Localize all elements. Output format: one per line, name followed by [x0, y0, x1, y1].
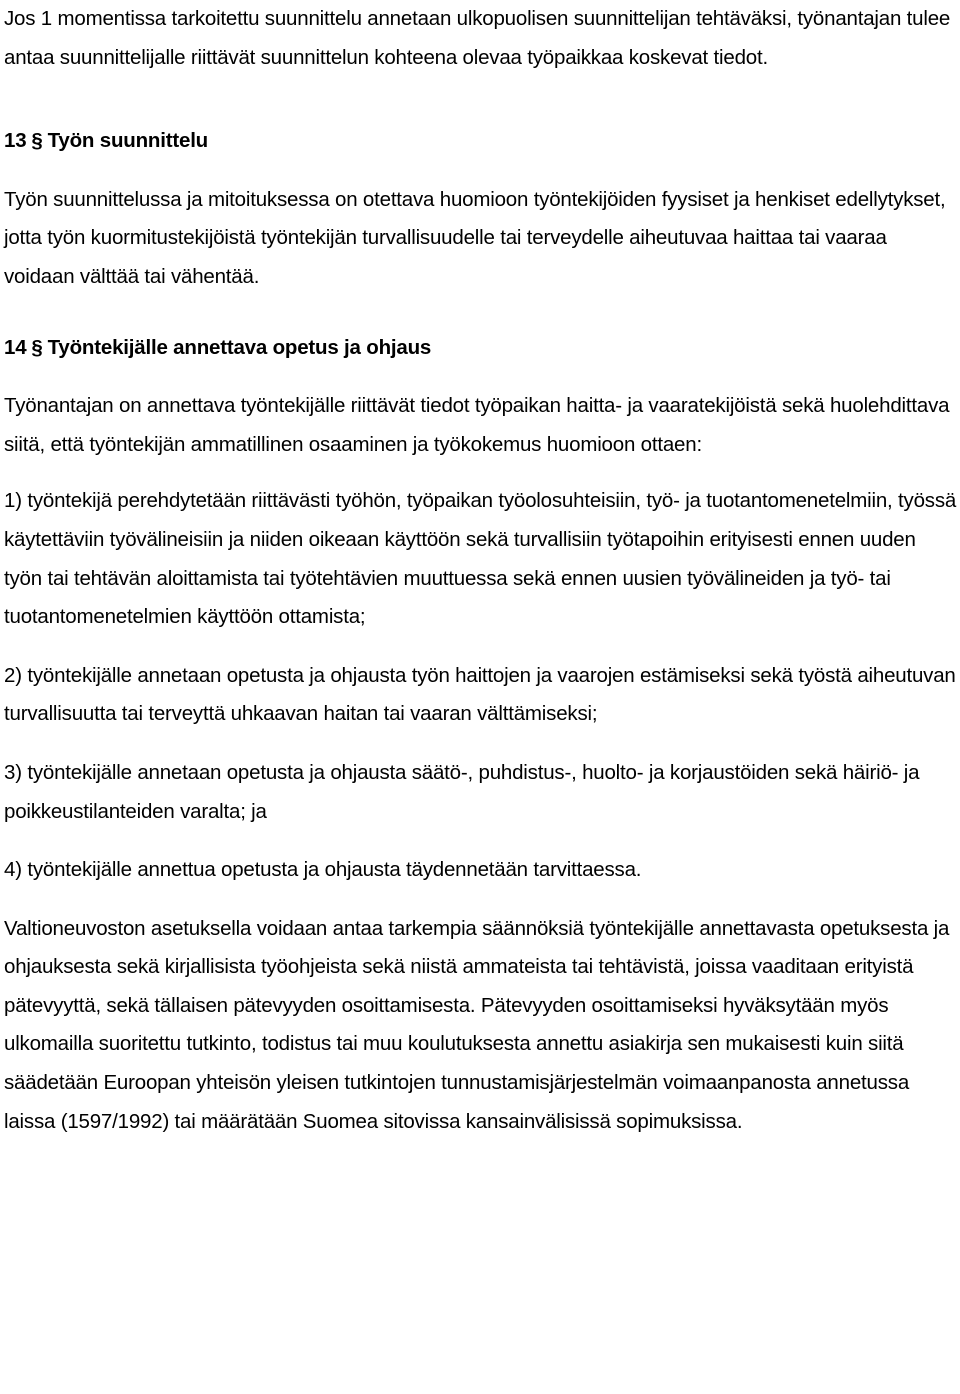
list-item: 1) työntekijä perehdytetään riittävästi työhön, työpaikan työolosuhteisiin, työ- ja tuotantomenetelmiin, työssä käytettäviin työvälineisiin ja niiden oikeaan käyttöön sekä turvallisiin työtapoihin erityisesti ennen uuden työn tai tehtävän aloittamista tai työtehtävien muuttuessa sekä ennen uusien työvälineiden ja työ- tai tuotantomenetelmien käyttöön ottamista; — [4, 489, 957, 629]
list-item: 3) työntekijälle annetaan opetusta ja ohjausta säätö-, puhdistus-, huolto- ja korjaustöiden sekä häiriö- ja poikkeustilanteiden varalta; ja — [4, 760, 920, 823]
section-14-symbol: § — [31, 335, 43, 359]
section-13-number: 13 — [4, 129, 27, 153]
intro-paragraph: Jos 1 momentissa tarkoitettu suunnittelu annetaan ulkopuolisen suunnittelijan tehtäväksi, työnantajan tulee antaa suunnittelijalle riittävät suunnittelun kohteena olevaa työpaikkaa koskevat tiedot. — [4, 7, 951, 69]
section-14-heading — [4, 329, 958, 368]
list-item: 2) työntekijälle annetaan opetusta ja ohjausta työn haittojen ja vaarojen estämiseksi sekä työstä aiheutuvan turvallisuutta tai terveyttä uhkaavan haitan tai vaaran välttämiseksi; — [4, 663, 956, 726]
section-14-body: Työnantajan on annettava työntekijälle riittävät tiedot työpaikan haitta- ja vaaratekijöistä sekä huolehdittava siitä, että työntekijän ammatillinen osaaminen ja työkokemus huomioon ottaen: — [4, 394, 950, 456]
section-13-heading — [4, 122, 958, 161]
section-13-title: Työn suunnittelu — [47, 129, 209, 153]
section-13-symbol: § — [31, 129, 43, 153]
list-item: 4) työntekijälle annettua opetusta ja ohjausta täydennetään tarvittaessa. — [4, 858, 642, 882]
section-14-title: Työntekijälle annettava opetus ja ohjaus — [47, 335, 432, 359]
section-13-body: Työn suunnittelussa ja mitoituksessa on otettava huomioon työntekijöiden fyysiset ja henkiset edellytykset, jotta työn kuormitustekijöistä työntekijän turvallisuudelle tai terveydelle aiheutuvaa haittaa tai vaaraa voidaan välttää tai vähentää. — [4, 187, 946, 288]
section-14-number: 14 — [4, 335, 27, 359]
section-14-closing: Valtioneuvoston asetuksella voidaan antaa tarkempia säännöksiä työntekijälle annettavasta opetuksesta ja ohjauksesta sekä kirjallisista työohjeista sekä niistä ammateista tai tehtävistä, joissa vaaditaan erityistä pätevyyttä, sekä tällaisen pätevyyden osoittamisesta. Pätevyyden osoittamiseksi hyväksytään myös ulkomailla suoritettu tutkinto, todistus tai muu koulutuksesta annettu asiakirja sen mukaisesti kuin siitä säädetään Euroopan yhteisön yleisen tutkintojen tunnustamisjärjestelmän voimaanpanosta annetussa laissa (1597/1992) tai määrätään Suomea sitovissa kansainvälisissä sopimuksissa. — [4, 916, 950, 1133]
document-page — [4, 0, 958, 1141]
